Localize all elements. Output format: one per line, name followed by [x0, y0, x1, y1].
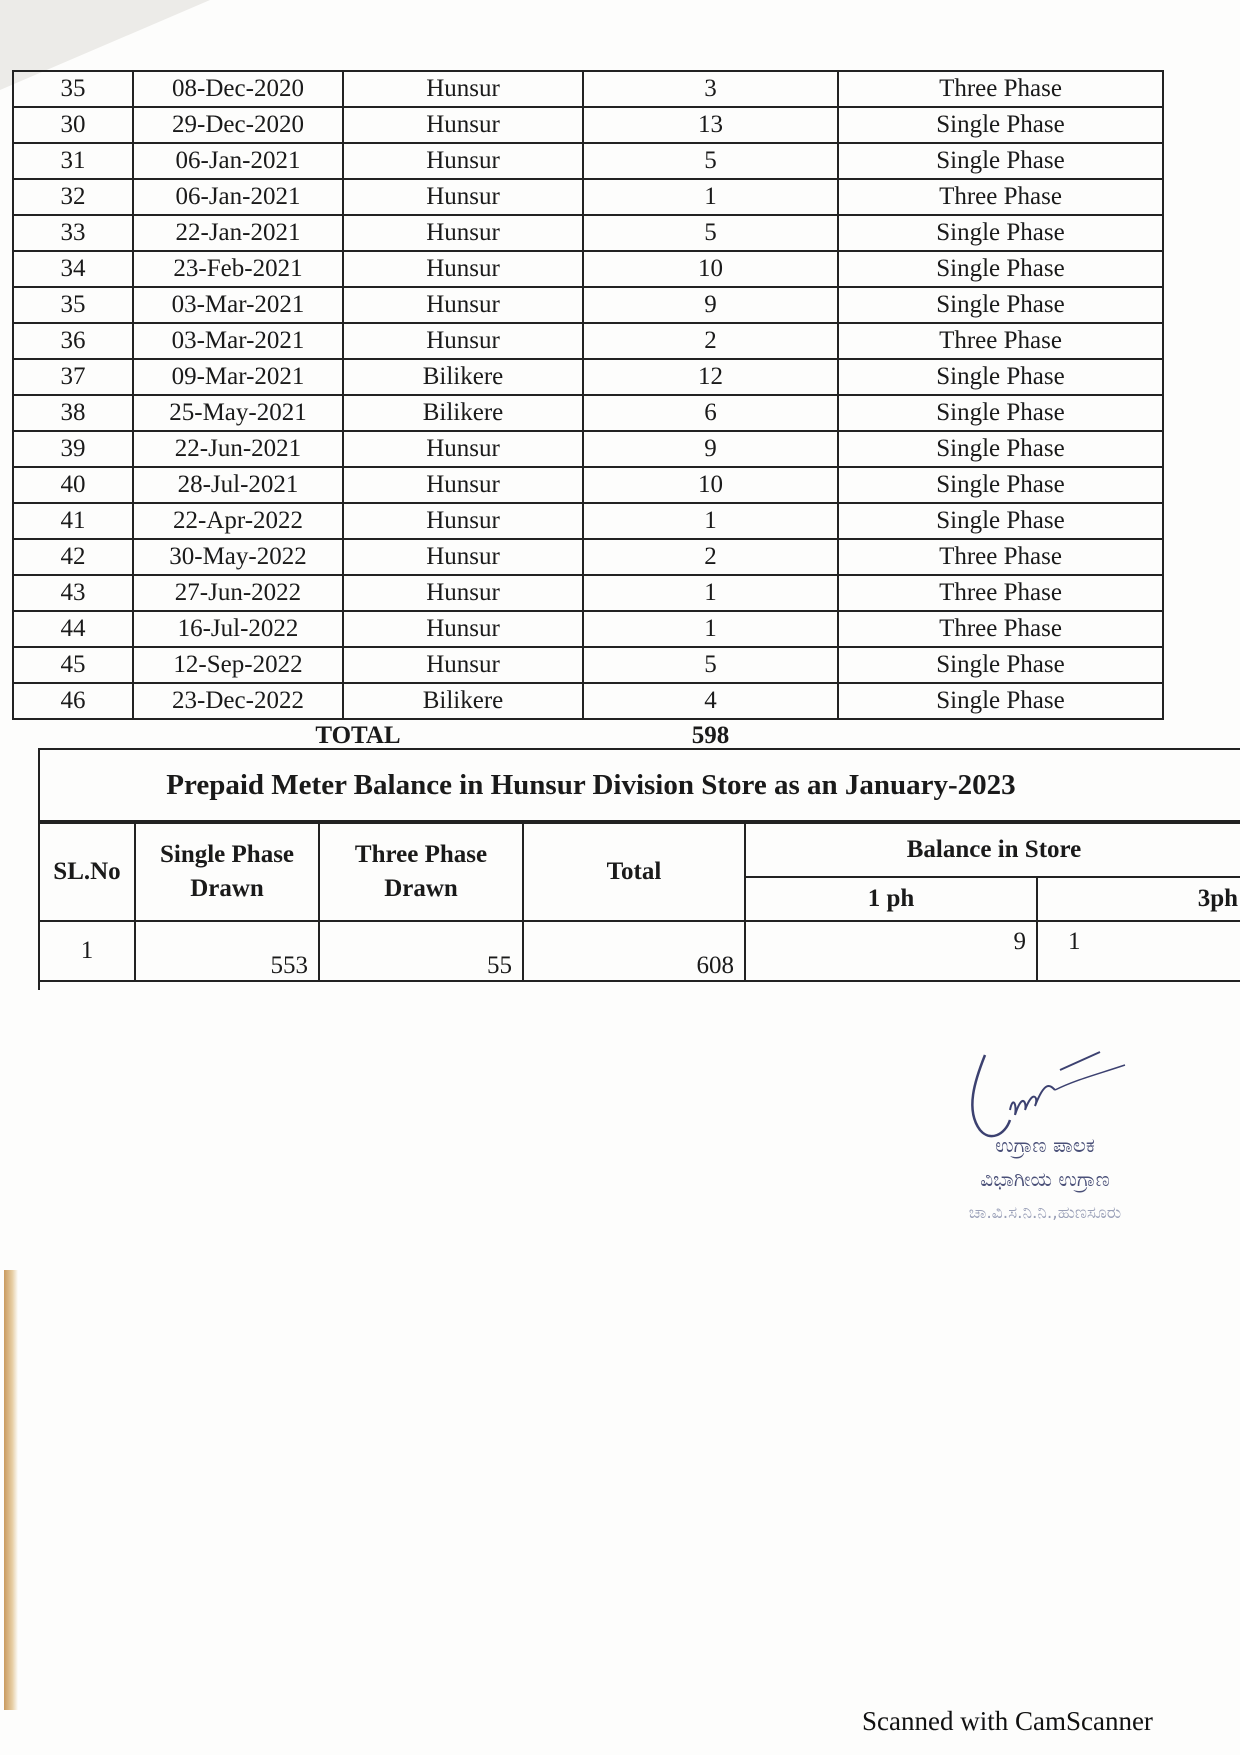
cell-sl: 32: [13, 179, 133, 215]
cell-sl: 31: [13, 143, 133, 179]
header-single-line1: Single Phase: [159, 841, 295, 868]
cell-quantity: 9: [583, 287, 838, 323]
cell-location: Hunsur: [343, 431, 583, 467]
cell-sl: 40: [13, 467, 133, 503]
cell-sl: 45: [13, 647, 133, 683]
cell-location: Hunsur: [343, 575, 583, 611]
ledger-row: [13, 107, 1163, 143]
cell-quantity: 1: [583, 503, 838, 539]
meter-issue-ledger-table: [12, 70, 1164, 752]
scanner-watermark: Scanned with CamScanner: [862, 1706, 1153, 1736]
cell-quantity: 5: [583, 143, 838, 179]
cell-date: 12-Sep-2022: [133, 647, 343, 683]
cell-quantity: 4: [583, 683, 838, 719]
cell-location: Hunsur: [343, 323, 583, 359]
cell-quantity: 12: [583, 359, 838, 395]
cell-phase-type: Single Phase: [838, 647, 1163, 683]
cell-date: 23-Dec-2022: [133, 683, 343, 719]
cell-date: 23-Feb-2021: [133, 251, 343, 287]
cell-single-drawn: 553: [135, 921, 319, 981]
cell-sl: 33: [13, 215, 133, 251]
cell-sl: 41: [13, 503, 133, 539]
cell-location: Hunsur: [343, 503, 583, 539]
cell-location: Hunsur: [343, 179, 583, 215]
cell-sl: 30: [13, 107, 133, 143]
balance-data-row: [39, 921, 1240, 981]
cell-sl: 43: [13, 575, 133, 611]
office-stamp: [925, 1128, 1165, 1230]
cell-phase-type: Single Phase: [838, 683, 1163, 719]
cell-date: 06-Jan-2021: [133, 143, 343, 179]
cell-date: 27-Jun-2022: [133, 575, 343, 611]
header-single-phase-drawn: [135, 823, 319, 921]
cell-phase-type: Three Phase: [838, 539, 1163, 575]
cell-phase-type: Single Phase: [838, 431, 1163, 467]
cell-quantity: 10: [583, 467, 838, 503]
cell-sl: 35: [13, 287, 133, 323]
cell-quantity: 6: [583, 395, 838, 431]
cell-location: Hunsur: [343, 71, 583, 107]
cell-phase-type: Three Phase: [838, 611, 1163, 647]
cell-date: 03-Mar-2021: [133, 323, 343, 359]
cell-sl: 34: [13, 251, 133, 287]
ledger-row: [13, 683, 1163, 719]
cell-date: 28-Jul-2021: [133, 467, 343, 503]
cell-phase-type: Single Phase: [838, 287, 1163, 323]
cell-quantity: 5: [583, 647, 838, 683]
cell-location: Bilikere: [343, 395, 583, 431]
cell-sl: 39: [13, 431, 133, 467]
ledger-row: [13, 323, 1163, 359]
cell-phase-type: Three Phase: [838, 575, 1163, 611]
ledger-row: [13, 575, 1163, 611]
cell-total: 608: [523, 921, 745, 981]
header-three-line2: Drawn: [384, 875, 458, 902]
cell-phase-type: Three Phase: [838, 71, 1163, 107]
balance-section: [38, 748, 1240, 990]
cell-location: Hunsur: [343, 467, 583, 503]
header-sl-no: SL.No: [39, 823, 135, 921]
cell-sl: 44: [13, 611, 133, 647]
cell-location: Bilikere: [343, 359, 583, 395]
cell-date: 30-May-2022: [133, 539, 343, 575]
balance-header-row-1: [39, 823, 1240, 877]
ledger-row: [13, 467, 1163, 503]
cell-date: 25-May-2021: [133, 395, 343, 431]
header-single-line2: Drawn: [190, 875, 264, 902]
cell-sl: 35: [13, 71, 133, 107]
cell-sl: 36: [13, 323, 133, 359]
cell-quantity: 1: [583, 575, 838, 611]
ledger-row: [13, 143, 1163, 179]
cell-location: Hunsur: [343, 107, 583, 143]
stamp-line-2: ವಿಭಾಗೀಯ ಉಗ್ರಾಣ: [980, 1167, 1110, 1191]
header-3ph: 3ph: [1037, 877, 1240, 921]
cell-location: Hunsur: [343, 143, 583, 179]
cell-balance-3ph: 1: [1037, 921, 1240, 981]
ledger-row: [13, 251, 1163, 287]
header-total: Total: [523, 823, 745, 921]
cell-sl: 1: [39, 921, 135, 981]
cell-phase-type: Single Phase: [838, 359, 1163, 395]
total-value: 598: [691, 722, 730, 749]
cell-quantity: 1: [583, 179, 838, 215]
header-1ph: 1 ph: [745, 877, 1037, 921]
ledger-body: [13, 71, 1163, 752]
cell-date: 03-Mar-2021: [133, 287, 343, 323]
cell-location: Hunsur: [343, 647, 583, 683]
cell-quantity: 5: [583, 215, 838, 251]
cell-phase-type: Single Phase: [838, 143, 1163, 179]
cell-date: 22-Jan-2021: [133, 215, 343, 251]
cell-phase-type: Three Phase: [838, 323, 1163, 359]
header-three-phase-drawn: [319, 823, 523, 921]
cell-phase-type: Single Phase: [838, 251, 1163, 287]
cell-three-drawn: 55: [319, 921, 523, 981]
ledger-row: [13, 215, 1163, 251]
stamp-line-1: ಉಗ್ರಾಣ ಪಾಲಕ: [995, 1133, 1095, 1157]
ledger-row: [13, 179, 1163, 215]
cell-date: 22-Apr-2022: [133, 503, 343, 539]
cell-location: Hunsur: [343, 539, 583, 575]
ledger-row: [13, 71, 1163, 107]
cell-phase-type: Single Phase: [838, 215, 1163, 251]
cell-sl: 46: [13, 683, 133, 719]
cell-balance-1ph: 9: [745, 921, 1037, 981]
cell-quantity: 10: [583, 251, 838, 287]
ledger-row: [13, 359, 1163, 395]
balance-heading: Prepaid Meter Balance in Hunsur Division Store as an January-2023: [40, 750, 1240, 822]
cell-location: Hunsur: [343, 611, 583, 647]
cell-date: 29-Dec-2020: [133, 107, 343, 143]
ledger-row: [13, 431, 1163, 467]
cell-quantity: 1: [583, 611, 838, 647]
header-three-line1: Three Phase: [354, 841, 488, 868]
cell-quantity: 3: [583, 71, 838, 107]
cell-phase-type: Single Phase: [838, 503, 1163, 539]
ledger-row: [13, 395, 1163, 431]
cell-sl: 38: [13, 395, 133, 431]
ledger-row: [13, 503, 1163, 539]
cell-location: Hunsur: [343, 215, 583, 251]
cell-phase-type: Single Phase: [838, 467, 1163, 503]
ledger-row: [13, 611, 1163, 647]
cell-quantity: 13: [583, 107, 838, 143]
ledger-row: [13, 647, 1163, 683]
cell-phase-type: Single Phase: [838, 107, 1163, 143]
ledger-row: [13, 539, 1163, 575]
cell-date: 09-Mar-2021: [133, 359, 343, 395]
cell-date: 22-Jun-2021: [133, 431, 343, 467]
cell-sl: 42: [13, 539, 133, 575]
cell-date: 06-Jan-2021: [133, 179, 343, 215]
scan-edge: [4, 1270, 18, 1710]
cell-location: Hunsur: [343, 287, 583, 323]
cell-date: 16-Jul-2022: [133, 611, 343, 647]
cell-phase-type: Single Phase: [838, 395, 1163, 431]
cell-location: Bilikere: [343, 683, 583, 719]
cell-phase-type: Three Phase: [838, 179, 1163, 215]
ledger-row: [13, 287, 1163, 323]
balance-table: [38, 822, 1240, 982]
cell-quantity: 2: [583, 323, 838, 359]
cell-quantity: 2: [583, 539, 838, 575]
cell-date: 08-Dec-2020: [133, 71, 343, 107]
cell-quantity: 9: [583, 431, 838, 467]
total-label: TOTAL: [315, 722, 401, 749]
cell-location: Hunsur: [343, 251, 583, 287]
cell-sl: 37: [13, 359, 133, 395]
header-balance-in-store: Balance in Store: [745, 823, 1240, 877]
stamp-line-3: ಚಾ.ವಿ.ಸ.ನಿ.ನಿ.,ಹುಣಸೂರು: [968, 1203, 1122, 1223]
